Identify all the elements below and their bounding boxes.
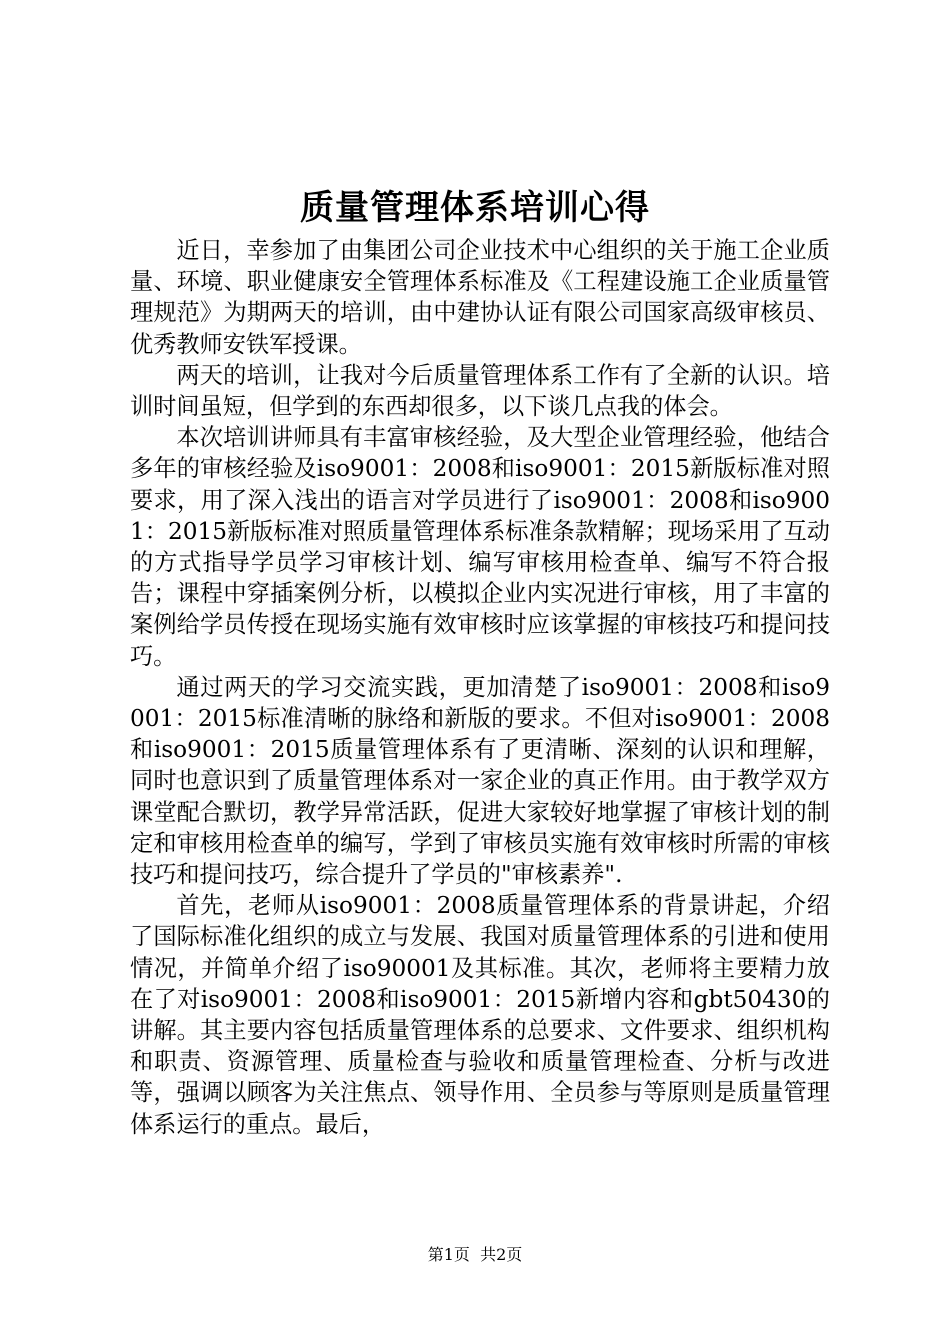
page-number-footer: 第1页 共2页 [427,1245,523,1264]
paragraph-5: 首先，老师从iso9001：2008质量管理体系的背景讲起，介绍了国际标准化组织的成立与发展、我国对质量管理体系的引进和使用情况，并简单介绍了iso90001及其标准。其次，老师将主要精力放在了对iso9001：2008和iso9001：2015新增内容和gbt50430的讲解。其主要内容包括质量管理体系的总要求、文件要求、组织机构和职责、资源管理、质量检查与验收和质量管理检查、分析与改进等，强调以顾客为关注焦点、领导作用、全员参与等原则是质量管理体系运行的重点。最后， [130,892,830,1138]
paragraph-1: 近日，幸参加了由集团公司企业技术中心组织的关于施工企业质量、环境、职业健康安全管理体系标准及《工程建设施工企业质量管理规范》为期两天的培训，由中建协认证有限公司国家高级审核员、优秀教师安铁军授课。 [130,237,830,358]
paragraph-2: 两天的培训，让我对今后质量管理体系工作有了全新的认识。培训时间虽短，但学到的东西却很多，以下谈几点我的体会。 [130,361,830,421]
document-body [130,235,830,1140]
paragraph-3: 本次培训讲师具有丰富审核经验，及大型企业管理经验，他结合多年的审核经验及iso9001：2008和iso9001：2015新版标准对照要求，用了深入浅出的语言对学员进行了iso9001：2008和iso9001：2015新版标准对照质量管理体系标准条款精解；现场采用了互动的方式指导学员学习审核计划、编写审核用检查单、编写不符合报告；课程中穿插案例分析，以模拟企业内实况进行审核，用了丰富的案例给学员传授在现场实施有效审核时应该掌握的审核技巧和提问技巧。 [130,424,830,670]
document-title: 质量管理体系培训心得 [300,188,650,228]
paragraph-4: 通过两天的学习交流实践，更加清楚了iso9001：2008和iso9001：2015标准清晰的脉络和新版的要求。不但对iso9001：2008和iso9001：2015质量管理体系有了更清晰、深刻的认识和理解，同时也意识到了质量管理体系对一家企业的真正作用。由于教学双方课堂配合默切，教学异常活跃，促进大家较好地掌握了审核计划的制定和审核用检查单的编写，学到了审核员实施有效审核时所需的审核技巧和提问技巧，综合提升了学员的"审核素养". [130,673,830,889]
